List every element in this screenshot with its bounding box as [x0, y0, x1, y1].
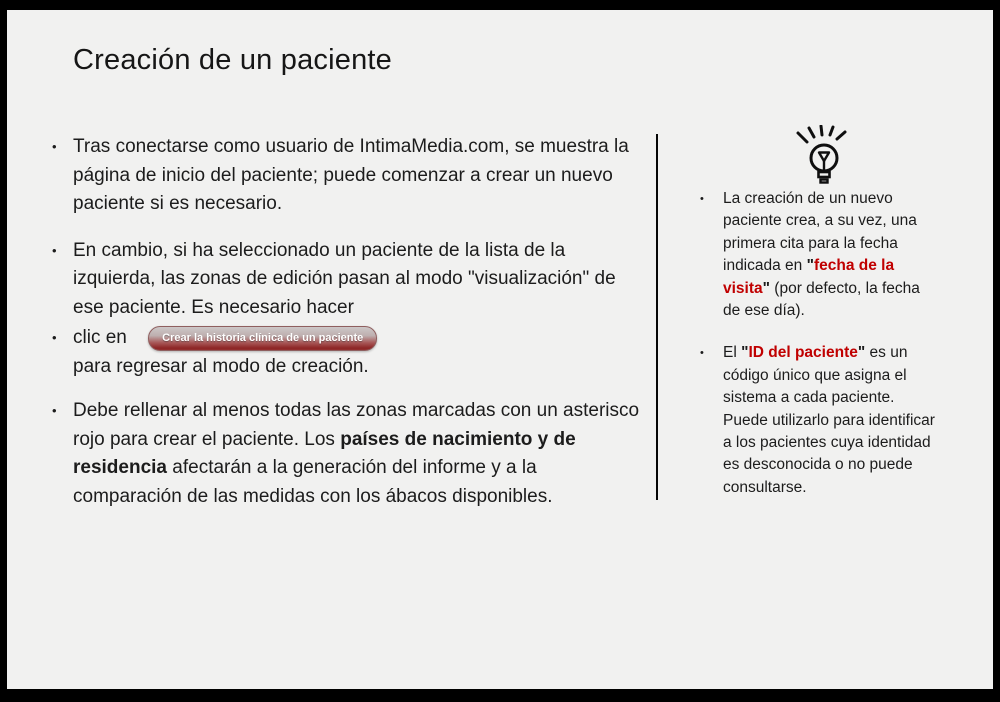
bullet-text: [723, 342, 938, 499]
bullet-text: [73, 324, 644, 381]
text-segment: clic en: [73, 327, 133, 348]
text-segment: afectarán a la generación del informe y a la comparación de las medidas con los ábacos disponibles.: [73, 457, 553, 507]
slide: [7, 10, 993, 689]
bullet-marker: •: [700, 193, 704, 205]
text-segment: es un código único que asigna el sistema a cada paciente. Puede utilizarlo para identificar a los pacientes cuya identidad es desconocida o no puede consultarse.: [723, 344, 935, 496]
lightbulb-icon: [794, 125, 856, 191]
text-segment: La creación de un nuevo paciente crea, a su vez, una primera cita para la fecha indicada en: [723, 190, 917, 275]
text-segment: ": [741, 344, 749, 362]
text-segment: (por defecto, la fecha de ese día).: [723, 279, 920, 320]
text-segment: ": [762, 279, 770, 297]
bullet-marker: •: [700, 347, 704, 360]
text-segment: En cambio, si ha seleccionado un paciente de la lista de la izquierda, las zonas de edición pasan al modo "visualización" de ese paciente. Es necesario hacer: [73, 239, 616, 318]
bullet-marker: •: [52, 242, 57, 258]
list-item: [700, 342, 938, 499]
bullet-marker: •: [52, 403, 57, 418]
left-column: [52, 133, 644, 511]
text-segment: ": [806, 257, 814, 275]
slide-title: Creación de un paciente: [73, 44, 392, 76]
bullet-text: [73, 133, 644, 219]
text-segment: Tras conectarse como usuario de IntimaMedia.com, se muestra la página de inicio del paciente; puede comenzar a crear un nuevo paciente si es necesario.: [73, 136, 629, 214]
crear-historia-clinica-button-image: Crear la historia clínica de un paciente: [148, 326, 377, 351]
bullet-text: [73, 237, 644, 323]
text-segment: El: [723, 344, 742, 362]
highlighted-term: ID del paciente: [748, 344, 858, 362]
list-item: [52, 397, 644, 511]
right-column: [700, 188, 938, 519]
text-segment: para regresar al modo de creación.: [73, 355, 369, 377]
text-segment: ": [857, 344, 866, 362]
highlighted-term: fecha de la visita: [723, 257, 895, 297]
text-segment: Debe rellenar al menos todas las zonas marcadas con un asterisco rojo para crear el paciente. Los: [73, 400, 640, 450]
list-item: [52, 324, 644, 381]
column-divider: [656, 134, 658, 500]
bullet-marker: •: [52, 139, 57, 154]
bullet-text: [73, 397, 644, 511]
bullet-text: [723, 188, 938, 322]
text-segment: países de nacimiento y de residencia: [73, 428, 576, 478]
list-item: [52, 237, 644, 323]
list-item: [700, 188, 938, 322]
bullet-marker: •: [52, 330, 57, 345]
list-item: [52, 133, 644, 219]
